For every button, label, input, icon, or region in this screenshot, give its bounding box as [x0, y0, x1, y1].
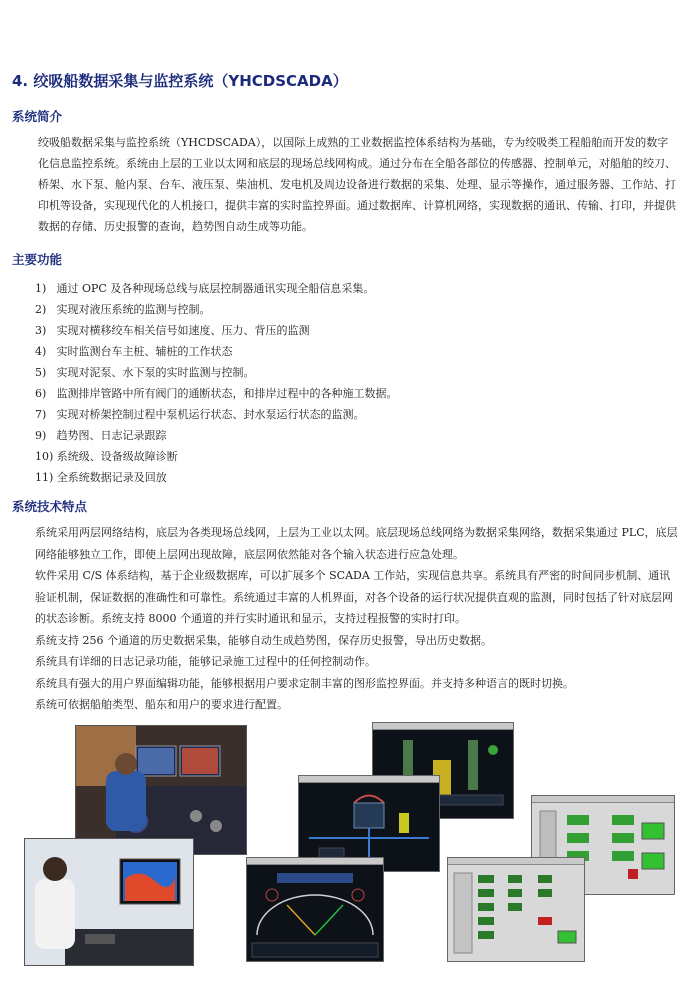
hmi-screenshot-status — [447, 857, 585, 962]
intro-heading: 系统简介 — [12, 109, 63, 124]
list-item: 4) 实时监测台车主桩、辅桩的工作状态 — [35, 345, 233, 358]
feature-list — [35, 278, 398, 488]
list-item: 11) 全系统数据记录及回放 — [35, 471, 167, 484]
list-item: 9) 趋势图、日志记录跟踪 — [35, 429, 167, 442]
features-heading: 主要功能 — [12, 252, 63, 267]
list-item: 1) 通过 OPC 及各种现场总线与底层控制器通讯实现全船信息采集。 — [35, 282, 375, 295]
tech-paragraph: 系统采用两层网络结构，底层为各类现场总线网，上层为工业以太网。底层现场总线网络为数据采集网络，数据采集通过 PLC，底层网络能够独立工作，即使上层网出现故障，底层网依然能对各个输入状态进行应急处理。 — [35, 526, 678, 561]
tech-paragraph: 系统具有详细的日志记录功能，能够记录施工过程中的任何控制动作。 — [35, 655, 376, 668]
tech-heading: 系统技术特点 — [12, 499, 88, 514]
tech-paragraph: 软件采用 C/S 体系结构，基于企业级数据库，可以扩展多个 SCADA 工作站，实现信息共享。系统具有严密的时间同步机制、通讯验证机制，保证数据的准确性和可靠性。系统通过丰富的人机界面，对各个设备的运行状况提供直观的监测，同时包括了针对底层网的状态诊断。系统支持 8000 个通道的并行实时通讯和显示，支持过程报警的实时打印。 — [35, 569, 673, 625]
tech-paragraphs — [35, 522, 680, 716]
tech-paragraph: 系统具有强大的用户界面编辑功能，能够根据用户要求定制丰富的图形监控界面。并支持多种语言的既时切换。 — [35, 676, 574, 690]
list-item: 7) 实现对桥架控制过程中泵机运行状态、封水泵运行状态的监测。 — [35, 408, 365, 421]
list-item: 10) 系统级、设备级故障诊断 — [35, 450, 178, 463]
intro-paragraph: 绞吸船数据采集与监控系统（YHCDSCADA），以国际上成熟的工业数据监控体系结构为基础，专为绞吸类工程船舶而开发的数字化信息监控系统。系统由上层的工业以太网和底层的现场总线网构成。通过分布在全船各部位的传感器、控制单元，对船舶的绞刀、桥架、水下泵、舱内泵、台车、液压泵、柴油机、发电机及周边设备进行数据的采集、处理、显示等操作，通过服务器、工作站、打印机等设备，实现现代化的人机接口，提供丰富的实时监控界面。通过数据库、计算机网络，实现数据的通讯、传输、打印，并提供数据的存储、历史报警的查询，趋势图自动生成等功能。 — [38, 136, 676, 233]
list-item: 6) 监测排岸管路中所有阀门的通断状态，和排岸过程中的各种施工数据。 — [35, 387, 398, 400]
page-title: 4. 绞吸船数据采集与监控系统（YHCDSCADA） — [12, 72, 348, 90]
hmi-screenshot-gauges — [246, 857, 384, 962]
list-item: 2) 实现对液压系统的监测与控制。 — [35, 303, 211, 316]
tech-paragraph: 系统可依据船舶类型、船东和用户的要求进行配置。 — [35, 698, 288, 711]
operator-workstation-photo — [24, 838, 194, 966]
list-item: 5) 实现对泥泵、水下泵的实时监测与控制。 — [35, 366, 255, 379]
operator-console-photo — [75, 725, 247, 855]
tech-paragraph: 系统支持 256 个通道的历史数据采集，能够自动生成趋势图，保存历史报警，导出历史数据。 — [35, 633, 492, 647]
list-item: 3) 实现对横移绞车相关信号如速度、压力、背压的监测 — [35, 324, 310, 337]
